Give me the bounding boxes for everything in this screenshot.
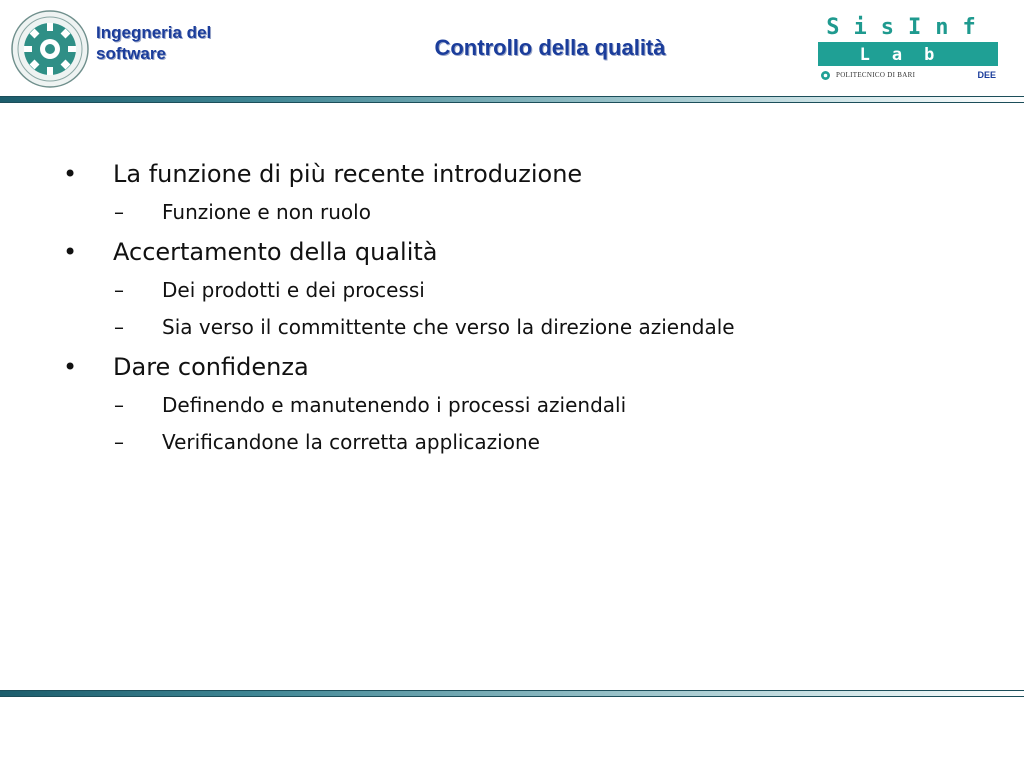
gear-icon — [820, 70, 831, 81]
bullet-3-sub-1-text: Definendo e manutenendo i processi aziendali — [162, 393, 627, 417]
bullet-1 — [63, 159, 583, 189]
lab-logo-bar-text: Lab — [859, 45, 957, 65]
bullet-marker: • — [63, 238, 78, 266]
bullet-2-sub-1-text: Dei prodotti e dei processi — [162, 278, 425, 302]
dash-marker: – — [114, 393, 124, 417]
course-title-line1: Ingegneria del — [96, 23, 212, 42]
course-title — [96, 22, 211, 64]
bullet-2-text: Accertamento della qualità — [113, 238, 438, 266]
bullet-1-sub-1 — [114, 199, 371, 225]
dash-marker: – — [114, 200, 124, 224]
sisinf-lab-logo — [818, 14, 998, 82]
slide-title: Controllo della qualità — [434, 35, 666, 60]
lab-logo-top — [818, 14, 998, 40]
dash-marker: – — [114, 315, 124, 339]
lab-logo-footer — [818, 69, 998, 82]
bullet-2-sub-1 — [114, 277, 425, 303]
lab-logo-top-text: SisInf — [826, 15, 990, 40]
bullet-2-sub-2-text: Sia verso il committente che verso la direzione aziendale — [162, 315, 735, 339]
bullet-2-sub-2 — [114, 314, 735, 340]
bullet-3 — [63, 352, 309, 382]
header-divider-band — [0, 96, 1024, 103]
bullet-3-sub-2 — [114, 429, 540, 455]
bullet-2 — [63, 237, 438, 267]
university-seal-icon — [10, 9, 90, 89]
bullet-3-sub-1 — [114, 392, 627, 418]
bullet-1-sub-1-text: Funzione e non ruolo — [162, 200, 371, 224]
bullet-1-text: La funzione di più recente introduzione — [113, 160, 583, 188]
dash-marker: – — [114, 430, 124, 454]
lab-logo-bar — [818, 42, 998, 66]
bullet-3-text: Dare confidenza — [113, 353, 309, 381]
bullet-3-sub-2-text: Verificandone la corretta applicazione — [162, 430, 540, 454]
dash-marker: – — [114, 278, 124, 302]
bullet-marker: • — [63, 160, 78, 188]
lab-institution: POLITECNICO DI BARI — [836, 71, 916, 79]
course-title-line2: software — [96, 44, 166, 63]
footer-divider-band — [0, 690, 1024, 697]
bullet-marker: • — [63, 353, 78, 381]
lab-dept: DEE — [977, 70, 996, 80]
